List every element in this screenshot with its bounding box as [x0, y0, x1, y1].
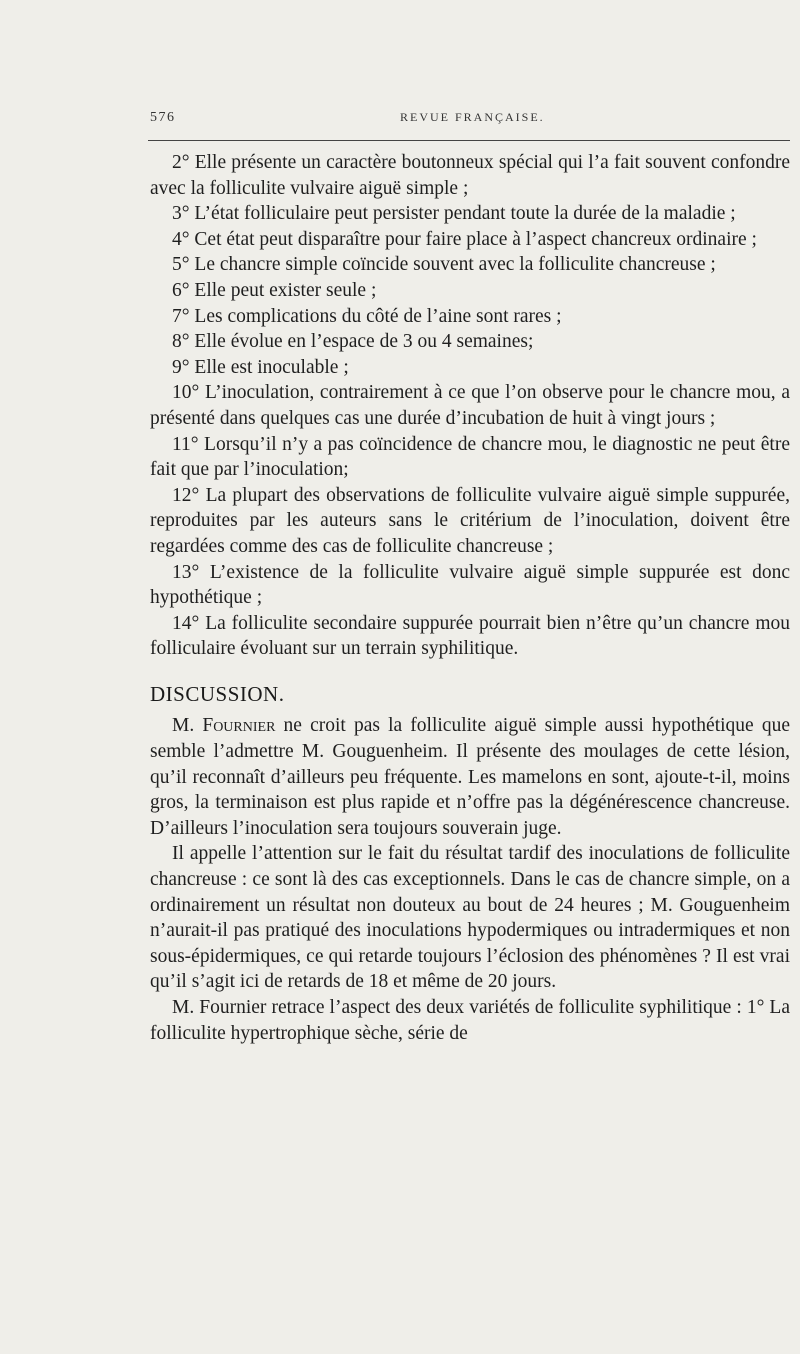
conclusion-item: 11° Lorsqu’il n’y a pas coïncidence de chancre mou, le diagnostic ne peut être fait que par l’inoculation; — [150, 433, 790, 481]
header-rule — [148, 140, 790, 141]
conclusion-item: 2° Elle présente un caractère boutonneux spécial qui l’a fait souvent confondre avec la folliculite vulvaire aiguë simple ; — [150, 152, 790, 199]
page-number: 576 — [150, 110, 176, 125]
conclusion-item: 4° Cet état peut disparaître pour faire place à l’aspect chancreux ordinaire ; — [172, 228, 757, 250]
section-heading: DISCUSSION. — [150, 681, 285, 706]
conclusion-item: 13° L’existence de la folliculite vulvaire aiguë simple suppurée est donc hypothétique ; — [150, 561, 790, 609]
conclusion-item: 3° L’état folliculaire peut persister pendant toute la durée de la maladie ; — [172, 203, 736, 225]
conclusion-item: 8° Elle évolue en l’espace de 3 ou 4 semaines; — [172, 331, 534, 353]
body-text — [150, 150, 790, 1046]
speaker-name: M. Fournier — [172, 715, 276, 737]
discussion-paragraph — [150, 713, 790, 841]
conclusion-item: 10° L’inoculation, contrairement à ce que l’on observe pour le chancre mou, a présenté dans quelques cas une durée d’incubation de huit à vingt jours ; — [150, 382, 790, 429]
conclusion-item: 7° Les complications du côté de l’aine sont rares ; — [172, 305, 562, 327]
conclusion-item: 5° Le chancre simple coïncide souvent avec la folliculite chancreuse ; — [172, 254, 716, 276]
conclusion-item: 14° La folliculite secondaire suppurée pourrait bien n’être qu’un chancre mou folliculaire évoluant sur un terrain syphilitique. — [150, 612, 790, 660]
conclusion-item: 9° Elle est inoculable ; — [172, 356, 349, 378]
page-header — [150, 110, 790, 130]
running-title: REVUE FRANÇAISE. — [400, 110, 545, 124]
conclusion-item: 6° Elle peut exister seule ; — [172, 279, 377, 301]
conclusion-item: 12° La plupart des observations de folliculite vulvaire aiguë simple suppurée, reproduites par les auteurs sans le critérium de l’inoculation, doivent être regardées comme des cas de folliculite chancreuse ; — [150, 484, 790, 557]
paragraph-text: ne croit pas la folliculite aiguë simple aussi hypothétique que semble l’admettre M. Gouguenheim. Il présente des moulages de cette lésion, qu’il reconnaît d’ailleurs peu fréquente. Les mamelons en sont, ajoute-t-il, moins gros, la terminaison est plus rapide et n’offre pas la dégénérescence chancreuse. D’ailleurs l’inoculation sera toujours souverain juge. — [150, 715, 790, 839]
discussion-paragraph: Il appelle l’attention sur le fait du résultat tardif des inoculations de folliculite chancreuse : ce sont là des cas exceptionnels. Dans le cas de chancre simple, on a ordinairement un résultat non douteux au bout de 24 heures ; M. Gouguenheim n’aurait-il pas pratiqué des inoculations hypodermiques ou intradermiques et non sous-épidermiques, ce qui retarde toujours l’éclosion des phénomènes ? Il est vrai qu’il s’agit ici de retards de 18 et même de 20 jours. — [150, 843, 790, 993]
discussion-paragraph: M. Fournier retrace l’aspect des deux variétés de folliculite syphilitique : 1° La folliculite hypertrophique sèche, série de — [150, 997, 790, 1044]
